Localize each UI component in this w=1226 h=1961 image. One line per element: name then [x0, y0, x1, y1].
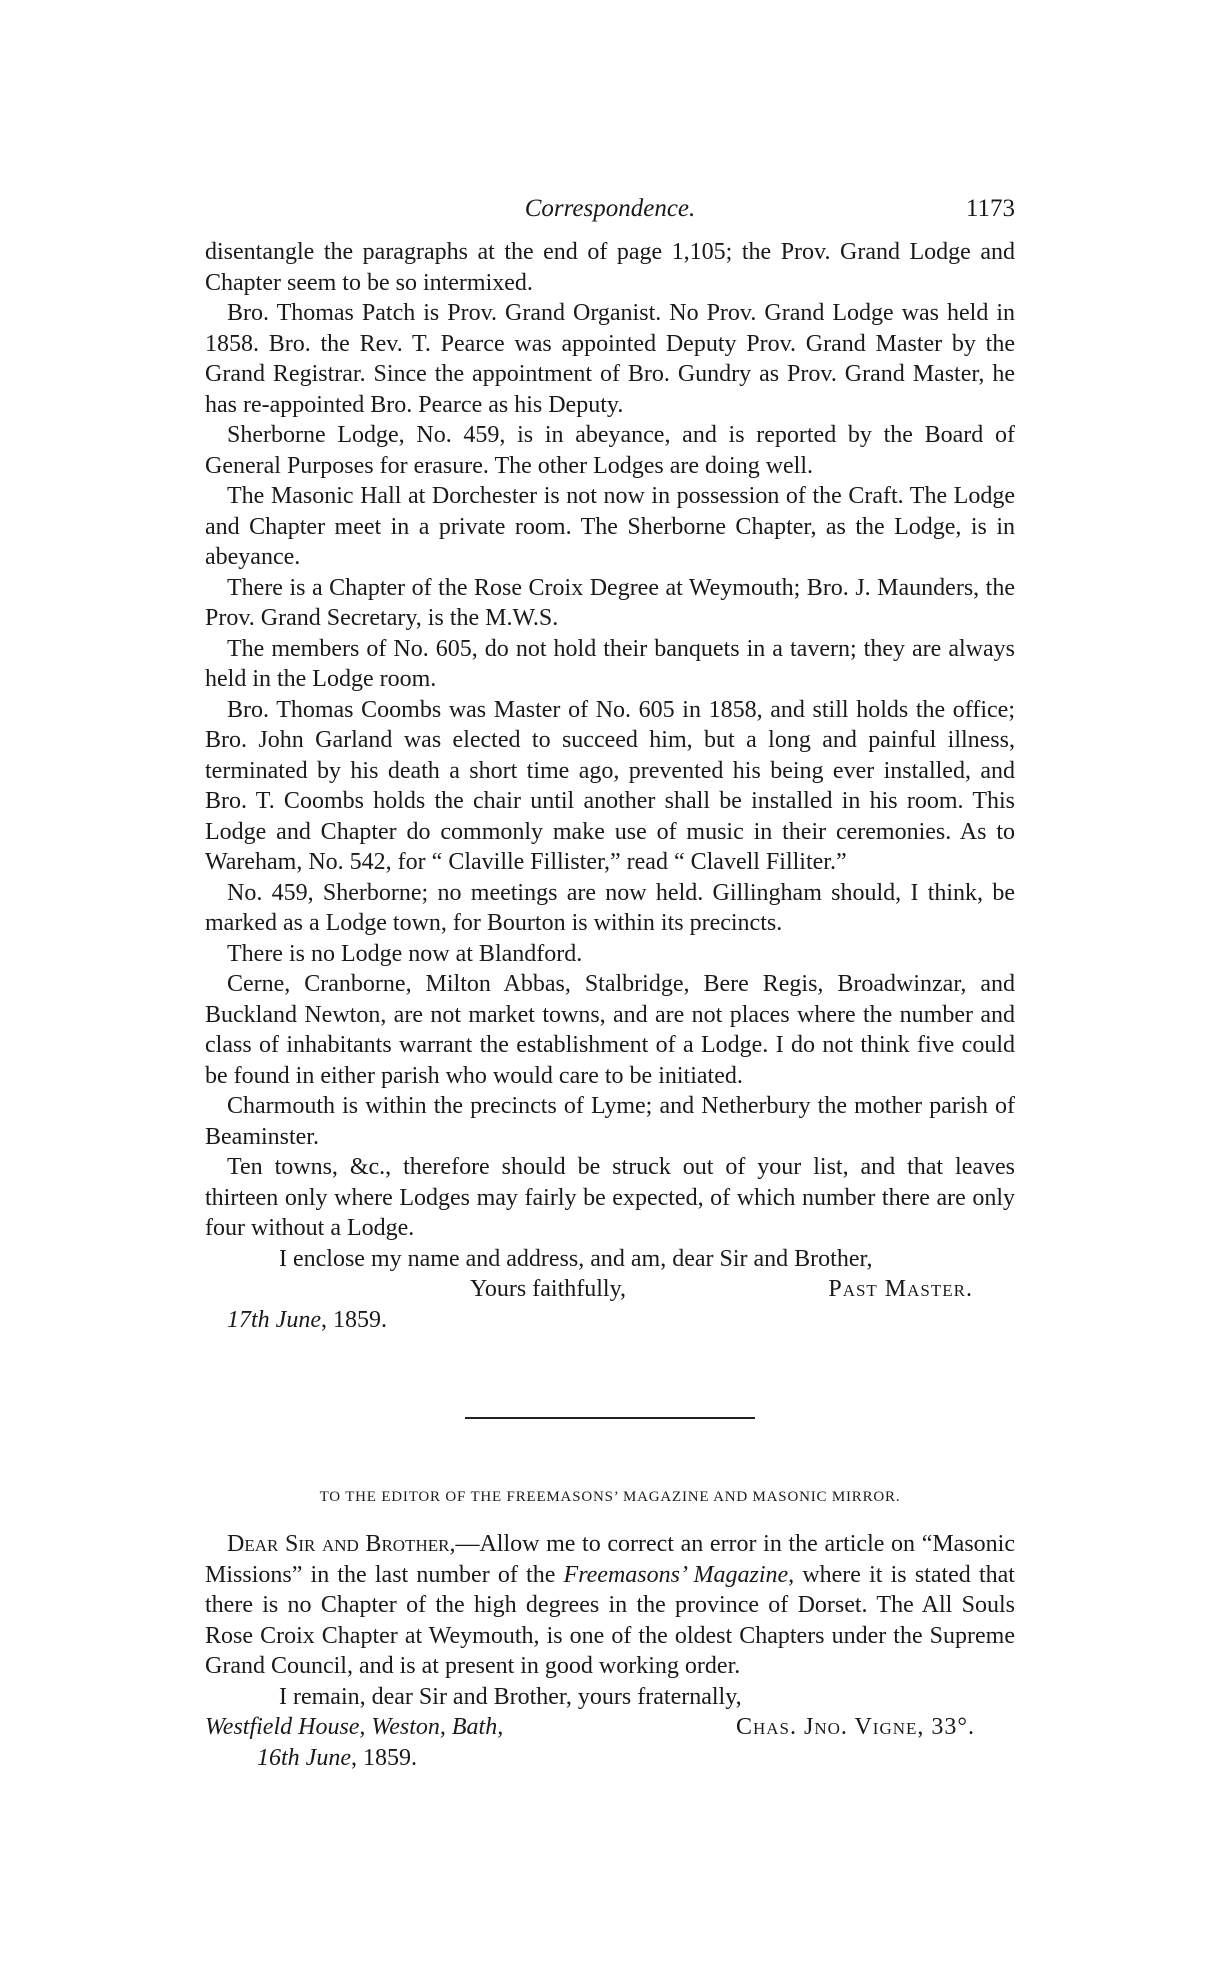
- signature-row: [205, 1712, 1015, 1743]
- signature: Chas. Jno. Vigne, 33°.: [735, 1714, 975, 1740]
- body-text-part: —Allow me to correct an error in the article on “Masonic Missions” in the last number of the: [205, 1531, 1015, 1588]
- body-text-part: where it is stated that there is no Chapter of the high degrees in the province of Dorset. The All Souls Rose Croix Chapter at Weymouth, is one of the oldest Chapters under the Supreme Grand Council, and is at present in good working order.: [205, 1561, 1015, 1679]
- letter-date: [205, 1305, 1015, 1336]
- paragraph: The Masonic Hall at Dorchester is not now in possession of the Craft. The Lodge and Chapter meet in a private room. The Sherborne Chapter, as the Lodge, is in abeyance.: [205, 483, 1015, 570]
- paragraph: [205, 1529, 1015, 1682]
- section-divider: [465, 1417, 755, 1419]
- date-year: , 1859.: [350, 1744, 417, 1771]
- running-title: Correspondence.: [524, 195, 696, 222]
- paragraph: Sherborne Lodge, No. 459, is in abeyance, and is reported by the Board of General Purposes for erasure. The other Lodges are doing well.: [205, 422, 1015, 479]
- page: [205, 195, 1015, 1773]
- page-header: [205, 195, 1015, 237]
- signature: Past Master.: [828, 1276, 973, 1302]
- paragraph: Bro. Thomas Patch is Prov. Grand Organist. No Prov. Grand Lodge was held in 1858. Bro. the Rev. T. Pearce was appointed Deputy Prov. Grand Master by the Grand Registrar. Since the appointment of Bro. Gundry as Prov. Grand Master, he has re-appointed Bro. Pearce as his Deputy.: [205, 300, 1015, 418]
- paragraph: The members of No. 605, do not hold their banquets in a tavern; they are always held in the Lodge room.: [205, 635, 1015, 692]
- date-month: June: [305, 1744, 351, 1771]
- sender-address: Westfield House, Weston, Bath,: [205, 1714, 504, 1740]
- closing-line: I enclose my name and address, and am, dear Sir and Brother,: [279, 1245, 873, 1272]
- letter-date: [205, 1743, 1015, 1774]
- paragraph: Cerne, Cranborne, Milton Abbas, Stalbridge, Bere Regis, Broadwinzar, and Buckland Newton, are not market towns, and are not places where the number and class of inhabitants warrant the establishment of a Lodge. I do not think five could be found in either parish who would care to be initiated.: [205, 971, 1015, 1089]
- date-day: 17th: [227, 1306, 270, 1333]
- paragraph: disentangle the paragraphs at the end of page 1,105; the Prov. Grand Lodge and Chapter seem to be so intermixed.: [205, 239, 1015, 296]
- closing-line: I remain, dear Sir and Brother, yours fraternally,: [279, 1683, 742, 1710]
- valediction: Yours faithfully,: [470, 1276, 627, 1302]
- signature-row: [205, 1274, 1015, 1305]
- paragraph: Charmouth is within the precincts of Lyme; and Netherbury the mother parish of Beaminster.: [205, 1093, 1015, 1150]
- letter-one: [205, 237, 1015, 1335]
- salutation: Dear Sir and Brother,: [227, 1531, 456, 1557]
- paragraph: No. 459, Sherborne; no meetings are now held. Gillingham should, I think, be marked as a Lodge town, for Bourton is within its precincts.: [205, 879, 1015, 936]
- letter-address-heading: TO THE EDITOR OF THE FREEMASONS’ MAGAZINE AND MASONIC MIRROR.: [319, 1489, 901, 1505]
- paragraph: There is no Lodge now at Blandford.: [227, 940, 583, 967]
- paragraph: There is a Chapter of the Rose Croix Degree at Weymouth; Bro. J. Maunders, the Prov. Grand Secretary, is the M.W.S.: [205, 574, 1015, 631]
- magazine-title: Freemasons’ Magazine,: [563, 1561, 795, 1588]
- letter-two: [205, 1529, 1015, 1773]
- page-number: 1173: [965, 195, 1015, 222]
- date-year: , 1859.: [320, 1306, 387, 1333]
- paragraph: Bro. Thomas Coombs was Master of No. 605 in 1858, and still holds the office; Bro. John Garland was elected to succeed him, but a long and painful illness, terminated by his death a short time ago, prevented his being ever installed, and Bro. T. Coombs holds the chair until another shall be installed in his room. This Lodge and Chapter do commonly make use of music in their ceremonies. As to Wareham, No. 542, for “ Claville Fillister,” read “ Clavell Filliter.”: [205, 696, 1015, 875]
- paragraph: Ten towns, &c., therefore should be struck out of your list, and that leaves thirteen only where Lodges may fairly be expected, of which number there are only four without a Lodge.: [205, 1154, 1015, 1241]
- date-month: June: [275, 1306, 321, 1333]
- date-day: 16th: [257, 1744, 300, 1771]
